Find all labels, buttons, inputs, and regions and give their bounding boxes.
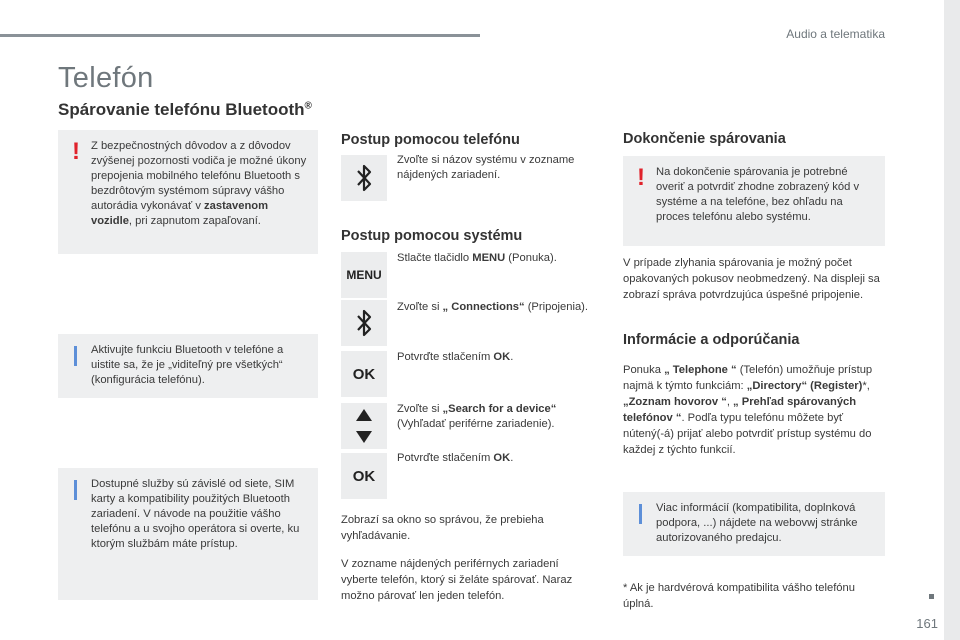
page-subtitle: Spárovanie telefónu Bluetooth® bbox=[58, 100, 312, 119]
ok-icon-box bbox=[341, 453, 387, 499]
system-step-5: Potvrďte stlačením OK. bbox=[397, 452, 514, 464]
header-rule bbox=[0, 34, 480, 37]
system-step-4: Zvoľte si „Search for a device“ (Vyhľadať periférne zariadenie). bbox=[397, 403, 557, 430]
heading-system-procedure: Postup pomocou systému bbox=[341, 228, 523, 244]
bluetooth-icon bbox=[354, 308, 374, 338]
safety-warning-note: ! Z bezpečnostných dôvodov a z dôvodov zvýšenej pozornosti vodiča je možné úkony prepojenia mobilného telefónu Bluetooth s bezdrôtovým systémom súpravy vášho autorádia vykonávať v zastavenom vozidle, pri zapnutom zapaľovaní. bbox=[58, 130, 318, 254]
pairing-code-warning: ! Na dokončenie spárovania je potrebné overiť a potvrdiť zhodne zobrazený kód v systéme a na telefóne, bez ohľadu na proces telefónu alebo systému. bbox=[623, 156, 885, 246]
page-title: Telefón bbox=[58, 62, 154, 94]
phone-step-text: Zvoľte si názov systému v zozname nájdených zariadení. bbox=[397, 154, 575, 181]
ok-icon: OK bbox=[352, 467, 376, 485]
info-icon bbox=[74, 346, 77, 366]
bluetooth-activation-note: Aktivujte funkciu Bluetooth v telefóne a uistite sa, že je „viditeľný pre všetkých“ (konfigurácia telefónu). bbox=[58, 334, 318, 398]
arrow-up-down-icon bbox=[354, 407, 374, 445]
failure-paragraph: V prípade zlyhania spárovania je možný počet opakovaných pokusov neobmedzený. Na displeji sa zobrazí správa potvrdzujúca úspešné pripojenie. bbox=[623, 257, 880, 301]
more-info-note: Viac informácií (kompatibilita, doplnková podpora, ...) nájdete na webovwj stránke autorizovaného predajcu. bbox=[623, 492, 885, 556]
warning-icon: ! bbox=[637, 164, 645, 191]
bluetooth-icon bbox=[354, 163, 374, 193]
heading-phone-procedure: Postup pomocou telefónu bbox=[341, 132, 520, 148]
info-icon bbox=[74, 480, 77, 500]
section-label: Audio a telematika bbox=[786, 27, 885, 41]
system-step-2: Zvoľte si „ Connections“ (Pripojenia). bbox=[397, 301, 589, 313]
select-phone-paragraph: V zozname nájdených periférnych zariadení vyberte telefón, ktorý si želáte spárovať. Naraz možno párovať len jeden telefón. bbox=[341, 558, 573, 602]
arrows-icon-box bbox=[341, 403, 387, 449]
searching-paragraph: Zobrazí sa okno so správou, že prebieha vyhľadávanie. bbox=[341, 514, 544, 542]
footnote: * Ak je hardvérová kompatibilita vášho telefónu úplná. bbox=[623, 582, 855, 610]
telephone-menu-paragraph: Ponuka „ Telephone “ (Telefón) umožňuje prístup najmä k týmto funkciám: „Directory“ (Register)*, „Zoznam hovorov “, „ Prehľad spárovaných telefónov “. Podľa typu telefónu môžete byť nútený(-á) prijať alebo potvrdiť prístup systému do každej z týchto funkcií. bbox=[623, 364, 873, 456]
heading-info: Informácie a odporúčania bbox=[623, 332, 800, 348]
menu-icon: MENU bbox=[346, 268, 382, 282]
bluetooth-icon-box bbox=[341, 155, 387, 201]
ok-icon: OK bbox=[352, 365, 376, 383]
system-step-3: Potvrďte stlačením OK. bbox=[397, 351, 514, 363]
page-marker bbox=[929, 594, 934, 599]
warning-icon: ! bbox=[72, 138, 80, 165]
system-step-1: Stlačte tlačidlo MENU (Ponuka). bbox=[397, 252, 557, 264]
bluetooth-icon-box bbox=[341, 300, 387, 346]
page-number: 161 bbox=[916, 616, 938, 631]
page-edge-strip bbox=[944, 0, 960, 640]
info-icon bbox=[639, 504, 642, 524]
heading-completion: Dokončenie spárovania bbox=[623, 131, 786, 147]
menu-icon-box bbox=[341, 252, 387, 298]
services-info-note: Dostupné služby sú závislé od siete, SIM karty a kompatibility použitých Bluetooth zariadení. V návode na použitie vášho telefónu a u svojho operátora si overte, ku ktorým službám máte prístup. bbox=[58, 468, 318, 600]
ok-icon-box bbox=[341, 351, 387, 397]
